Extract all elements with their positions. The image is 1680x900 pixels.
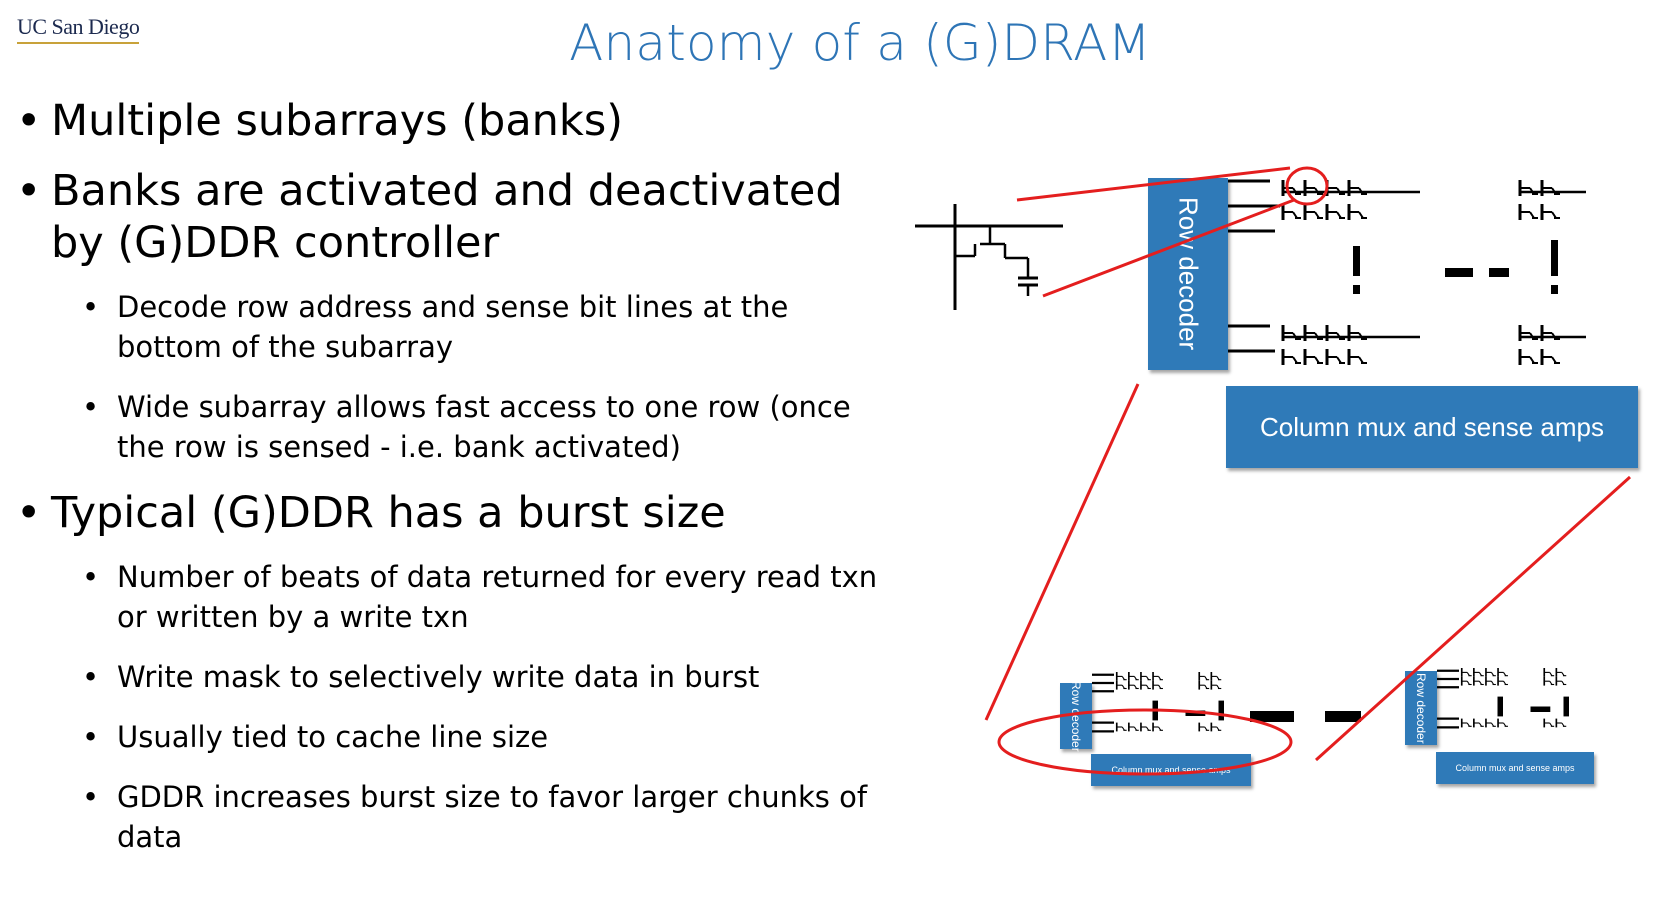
sub-bullet-2-1: • Decode row address and sense bit lines at the bottom of the subarray [82,287,896,367]
bullet-3: • Typical (G)DDR has a burst size [16,487,896,539]
cell-highlight-circle [1287,168,1327,204]
word-lines [1228,181,1280,351]
row-decoder-label: Row decoder [1173,197,1204,351]
cell-array-bottom [1283,325,1586,365]
zoom-callout-lines [986,168,1630,774]
slide-title: Anatomy of a (G)DRAM [569,14,1151,72]
bullet-2: • Banks are activated and deactivated by (G)DDR controller [16,165,896,269]
small-right-array [1437,668,1569,727]
small-left-row-decoder-label: Row decoder [1069,680,1083,752]
sub-bullet-3-4: • GDDR increases burst size to favor larger chunks of data [82,777,896,857]
small-right-row-decoder-label: Row decoder [1414,672,1428,744]
small-left-column-mux-label: Column mux and sense amps [1111,765,1231,775]
sub-bullet-3-3: • Usually tied to cache line size [82,717,896,757]
sub-bullet-2-2: • Wide subarray allows fast access to one row (once the row is sensed - i.e. bank activated) [82,387,896,467]
sub-bullet-3-2: • Write mask to selectively write data in burst [82,657,896,697]
uc-san-diego-logo: UC San Diego [17,14,140,39]
subarray-highlight-ellipse [999,710,1291,774]
small-left-array [1092,672,1224,731]
column-mux-label: Column mux and sense amps [1260,411,1604,442]
small-right-column-mux-label: Column mux and sense amps [1455,763,1575,773]
bullet-1: • Multiple subarrays (banks) [16,95,896,147]
subarray-ellipsis [1250,711,1361,722]
dram-cell-schematic [915,204,1063,310]
array-ellipsis [1353,240,1558,294]
sub-bullet-3-1: • Number of beats of data returned for every read txn or written by a write txn [82,557,896,637]
